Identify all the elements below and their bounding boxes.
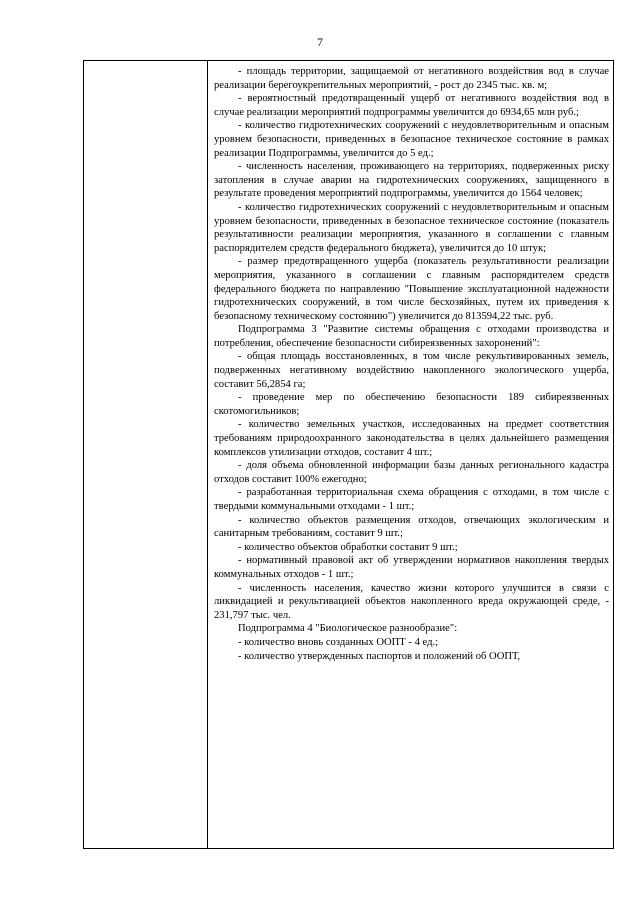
subprogram-heading: Подпрограмма 3 "Развитие системы обращения с отходами производства и потребления, обеспечение безопасности сибиреязвенных захоронений": (214, 324, 609, 349)
table-right-cell (208, 61, 613, 663)
paragraph: - площадь территории, защищаемой от негативного воздействия вод в случае реализации берегоукрепительных мероприятий, - рост до 2345 тыс. кв. м; (214, 66, 609, 91)
paragraph: - количество гидротехнических сооружений с неудовлетворительным и опасным уровнем безопасности, приведенных в безопасное техническое состояние (показатель результативности реализации мероприятия, указанного в соглашении с главным распорядителем средств федерального бюджета), увеличится до 10 штук; (214, 201, 609, 254)
paragraph: - количество объектов обработки составит 9 шт.; (238, 541, 458, 553)
paragraph: - количество земельных участков, исследованных на предмет соответствия требованиям природоохранного законодательства в целях дальнейшего размещения комплексов утилизации отходов, составит 4 шт.; (214, 419, 609, 458)
subprogram-heading: Подпрограмма 4 "Биологическое разнообразие": (238, 623, 458, 635)
paragraph: - доля объема обновленной информации базы данных регионального кадастра отходов составит 100% ежегодно; (214, 460, 609, 485)
paragraph: - количество вновь созданных ООПТ - 4 ед.; (238, 636, 439, 648)
paragraph: - размер предотвращенного ущерба (показатель результативности реализации мероприятия, указанного в соглашении с главным распорядителем средств федерального бюджета по направлению "Повышение эксплуатационной надежности гидротехнических сооружений, в том числе бесхозяйных, путем их приведения к безопасному техническому состоянию") увеличится до 813594,22 тыс. руб. (214, 256, 609, 322)
paragraph: - нормативный правовой акт об утверждении нормативов накопления твердых коммунальных отходов - 1 шт.; (214, 555, 609, 580)
paragraph: - проведение мер по обеспечению безопасности 189 сибиреязвенных скотомогильников; (214, 392, 609, 417)
paragraph: - разработанная территориальная схема обращения с отходами, в том числе с твердыми коммунальными отходами - 1 шт.; (214, 487, 609, 512)
paragraph: - количество утвержденных паспортов и положений об ООПТ, (238, 650, 521, 662)
table-left-cell (84, 61, 208, 848)
content-table (83, 60, 614, 849)
page-number: 7 (317, 35, 323, 49)
paragraph: - численность населения, проживающего на территориях, подверженных риску затопления в случае аварии на гидротехнических сооружениях, защищенного в результате проведения мероприятий подпрограммы, увеличится до 1564 человек; (214, 161, 609, 200)
paragraph: - общая площадь восстановленных, в том числе рекультивированных земель, подверженных негативному воздействию накопленного экологического ущерба, составит 56,2854 га; (214, 351, 609, 390)
paragraph: - вероятностный предотвращенный ущерб от негативного воздействия вод в случае реализации мероприятий подпрограммы увеличится до 6934,65 млн руб.; (214, 93, 609, 118)
paragraph: - численность населения, качество жизни которого улучшится в связи с ликвидацией и рекультивацией объектов накопленного вреда окружающей среде, - 231,797 тыс. чел. (214, 582, 609, 621)
paragraph: - количество гидротехнических сооружений с неудовлетворительным и опасным уровнем безопасности, приведенных в безопасное техническое состояние в рамках реализации Подпрограммы, увеличится до 5 ед.; (214, 120, 609, 159)
paragraph: - количество объектов размещения отходов, отвечающих экологическим и санитарным требованиям, составит 9 шт.; (214, 514, 609, 540)
